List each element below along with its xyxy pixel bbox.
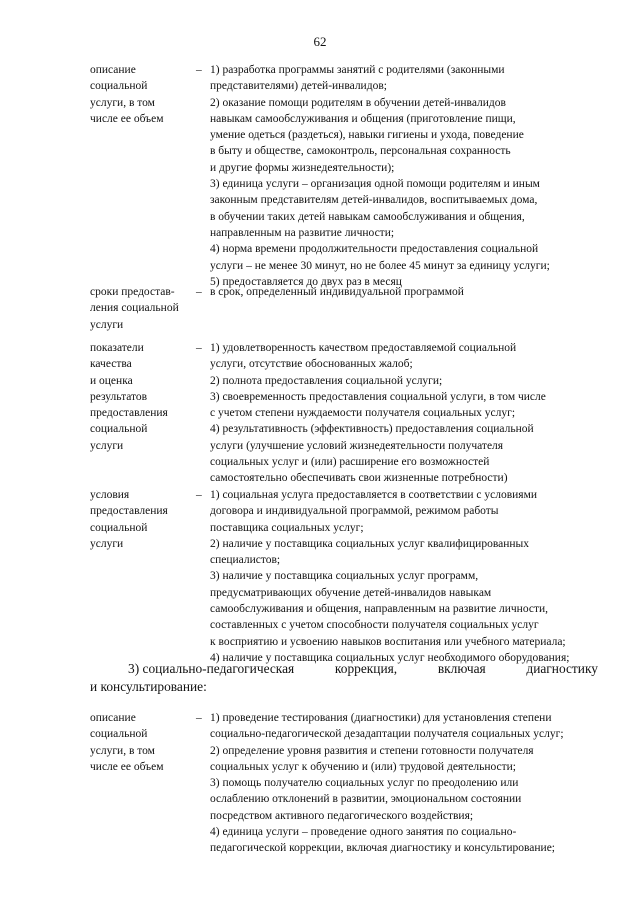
row-label-line: описание (90, 64, 136, 76)
row-label-line: социальной (90, 80, 148, 93)
content-line: 1) проведение тестирования (диагностики) для установления степени (210, 712, 552, 724)
row-label-line: качества (90, 358, 132, 371)
content-line: услуги – не менее 30 минут, но не более 45 минут за единицу услуги; (210, 259, 550, 272)
content-line: поставщика социальных услуг; (210, 521, 364, 534)
content-line: посредством активного педагогического воздействия; (210, 809, 474, 822)
content-line: 1) удовлетворенность качеством предоставляемой социальной (210, 342, 517, 354)
content-line: ослаблению отклонений в развитии, эмоциональном состоянии (210, 793, 522, 806)
content-line: в быту и обществе, самоконтроль, персональная сохранность (210, 145, 511, 158)
content-line: самостоятельно обеспечивать свои жизненные потребности) (210, 472, 508, 485)
row-label-line: услуги (90, 537, 124, 550)
content-line: 3) своевременность предоставления социальной услуги, в том числе (210, 390, 546, 403)
row-content (210, 284, 610, 300)
heading-word: 3) социально-педагогическая (128, 661, 295, 676)
row-label-line: числе ее объем (90, 112, 164, 125)
section-heading (90, 660, 598, 696)
dash: – (196, 286, 202, 298)
content-line: 4) наличие у поставщика социальных услуг необходимого оборудования; (210, 651, 570, 664)
content-line: предусматривающих обучение детей-инвалидов навыкам (210, 586, 492, 599)
content-line: социально-педагогической дезадаптации получателя социальных услуг; (210, 728, 564, 741)
content-line: специалистов; (210, 554, 281, 567)
row-label-line: результатов (90, 390, 148, 403)
row-content (210, 62, 610, 290)
dash: – (196, 342, 202, 354)
content-line: направленным на развитие личности; (210, 226, 395, 239)
content-line: самообслуживания и общения, направленным на развитие личности, (210, 603, 549, 616)
row-label-line: социальной (90, 423, 148, 436)
content-line: социальных услуг и (или) расширение его возможностей (210, 456, 490, 469)
content-line: составленных с учетом способности получателя социальных услуг (210, 619, 539, 632)
content-line: 2) наличие у поставщика социальных услуг квалифицированных (210, 537, 529, 550)
content-line: 4) единица услуги – проведение одного занятия по социально- (210, 826, 517, 839)
content-line: 1) разработка программы занятий с родителями (законными (210, 64, 505, 76)
row-label-line: ления социальной (90, 302, 179, 315)
row-label-line: услуги, в том (90, 744, 155, 757)
row-content (210, 487, 610, 666)
row-label-line: услуги, в том (90, 96, 155, 109)
content-line: договора и индивидуальной программой, режимом работы (210, 505, 499, 518)
section-heading-line2: и консультирование: (90, 679, 207, 694)
content-line: 4) результативность (эффективность) предоставления социальной (210, 423, 534, 436)
content-line: услуги (улучшение условий жизнедеятельности получателя (210, 439, 504, 452)
content-line: к восприятию и усвоению навыков воспитания или учебного материала; (210, 635, 566, 648)
heading-word: коррекция, (334, 661, 398, 676)
content-line: представителями) детей-инвалидов; (210, 80, 387, 93)
content-line: 5) предоставляется до двух раз в месяц (210, 275, 402, 288)
heading-word: диагностику (526, 661, 598, 676)
row-label-line: условия (90, 489, 130, 501)
content-line: 1) социальная услуга предоставляется в соответствии с условиями (210, 489, 538, 501)
row-label-line: социальной (90, 728, 148, 741)
row-label-line: услуги (90, 439, 124, 452)
page-number: 62 (313, 34, 327, 49)
row-label-line: услуги (90, 318, 124, 331)
dash: – (196, 64, 202, 76)
row-label-line: описание (90, 712, 136, 724)
content-line: 3) единица услуги – организация одной помощи родителям и иным (210, 178, 540, 191)
content-line: педагогической коррекции, включая диагностику и консультирование; (210, 842, 555, 855)
row-content (210, 710, 610, 857)
content-line: 2) определение уровня развития и степени готовности получателя (210, 744, 534, 757)
row-label-line: и оценка (90, 374, 133, 387)
content-line: 3) помощь получателю социальных услуг по преодолению или (210, 777, 519, 790)
row-label-line: показатели (90, 342, 144, 354)
content-line: 3) наличие у поставщика социальных услуг программ, (210, 570, 479, 583)
content-line: навыкам самообслуживания и общения (приготовление пищи, (210, 112, 516, 125)
content-line: услуги, отсутствие обоснованных жалоб; (210, 358, 413, 371)
row-content (210, 340, 610, 487)
row-label-line: предоставления (90, 505, 168, 518)
row-label (90, 284, 190, 333)
heading-word: включая (437, 661, 486, 676)
row-label-line: социальной (90, 521, 148, 534)
row-label-line: предоставления (90, 407, 168, 420)
row-label-line: числе ее объем (90, 760, 164, 773)
row-label (90, 487, 190, 552)
content-line: и другие формы жизнедеятельности); (210, 161, 395, 174)
content-line: законным представителям детей-инвалидов, воспитываемых дома, (210, 194, 538, 207)
dash: – (196, 712, 202, 724)
content-line: 2) полнота предоставления социальной услуги; (210, 374, 443, 387)
row-label (90, 62, 190, 127)
content-line: 4) норма времени продолжительности предоставления социальной (210, 243, 539, 256)
row-label-line: сроки предостав- (90, 286, 175, 298)
content-line: умение одеться (раздеться), навыки гигиены и ухода, поведение (210, 129, 524, 142)
content-line: 2) оказание помощи родителям в обучении детей-инвалидов (210, 96, 506, 109)
content-line: социальных услуг к обучению и (или) трудовой деятельности; (210, 760, 516, 773)
row-label (90, 340, 190, 454)
row-label (90, 710, 190, 775)
content-line: в срок, определенный индивидуальной программой (210, 286, 464, 298)
section-heading-line1 (90, 660, 598, 678)
content-line: в обучении таких детей навыкам самообслуживания и общения, (210, 210, 525, 223)
content-line: с учетом степени нуждаемости получателя социальных услуг; (210, 407, 516, 420)
dash: – (196, 489, 202, 501)
